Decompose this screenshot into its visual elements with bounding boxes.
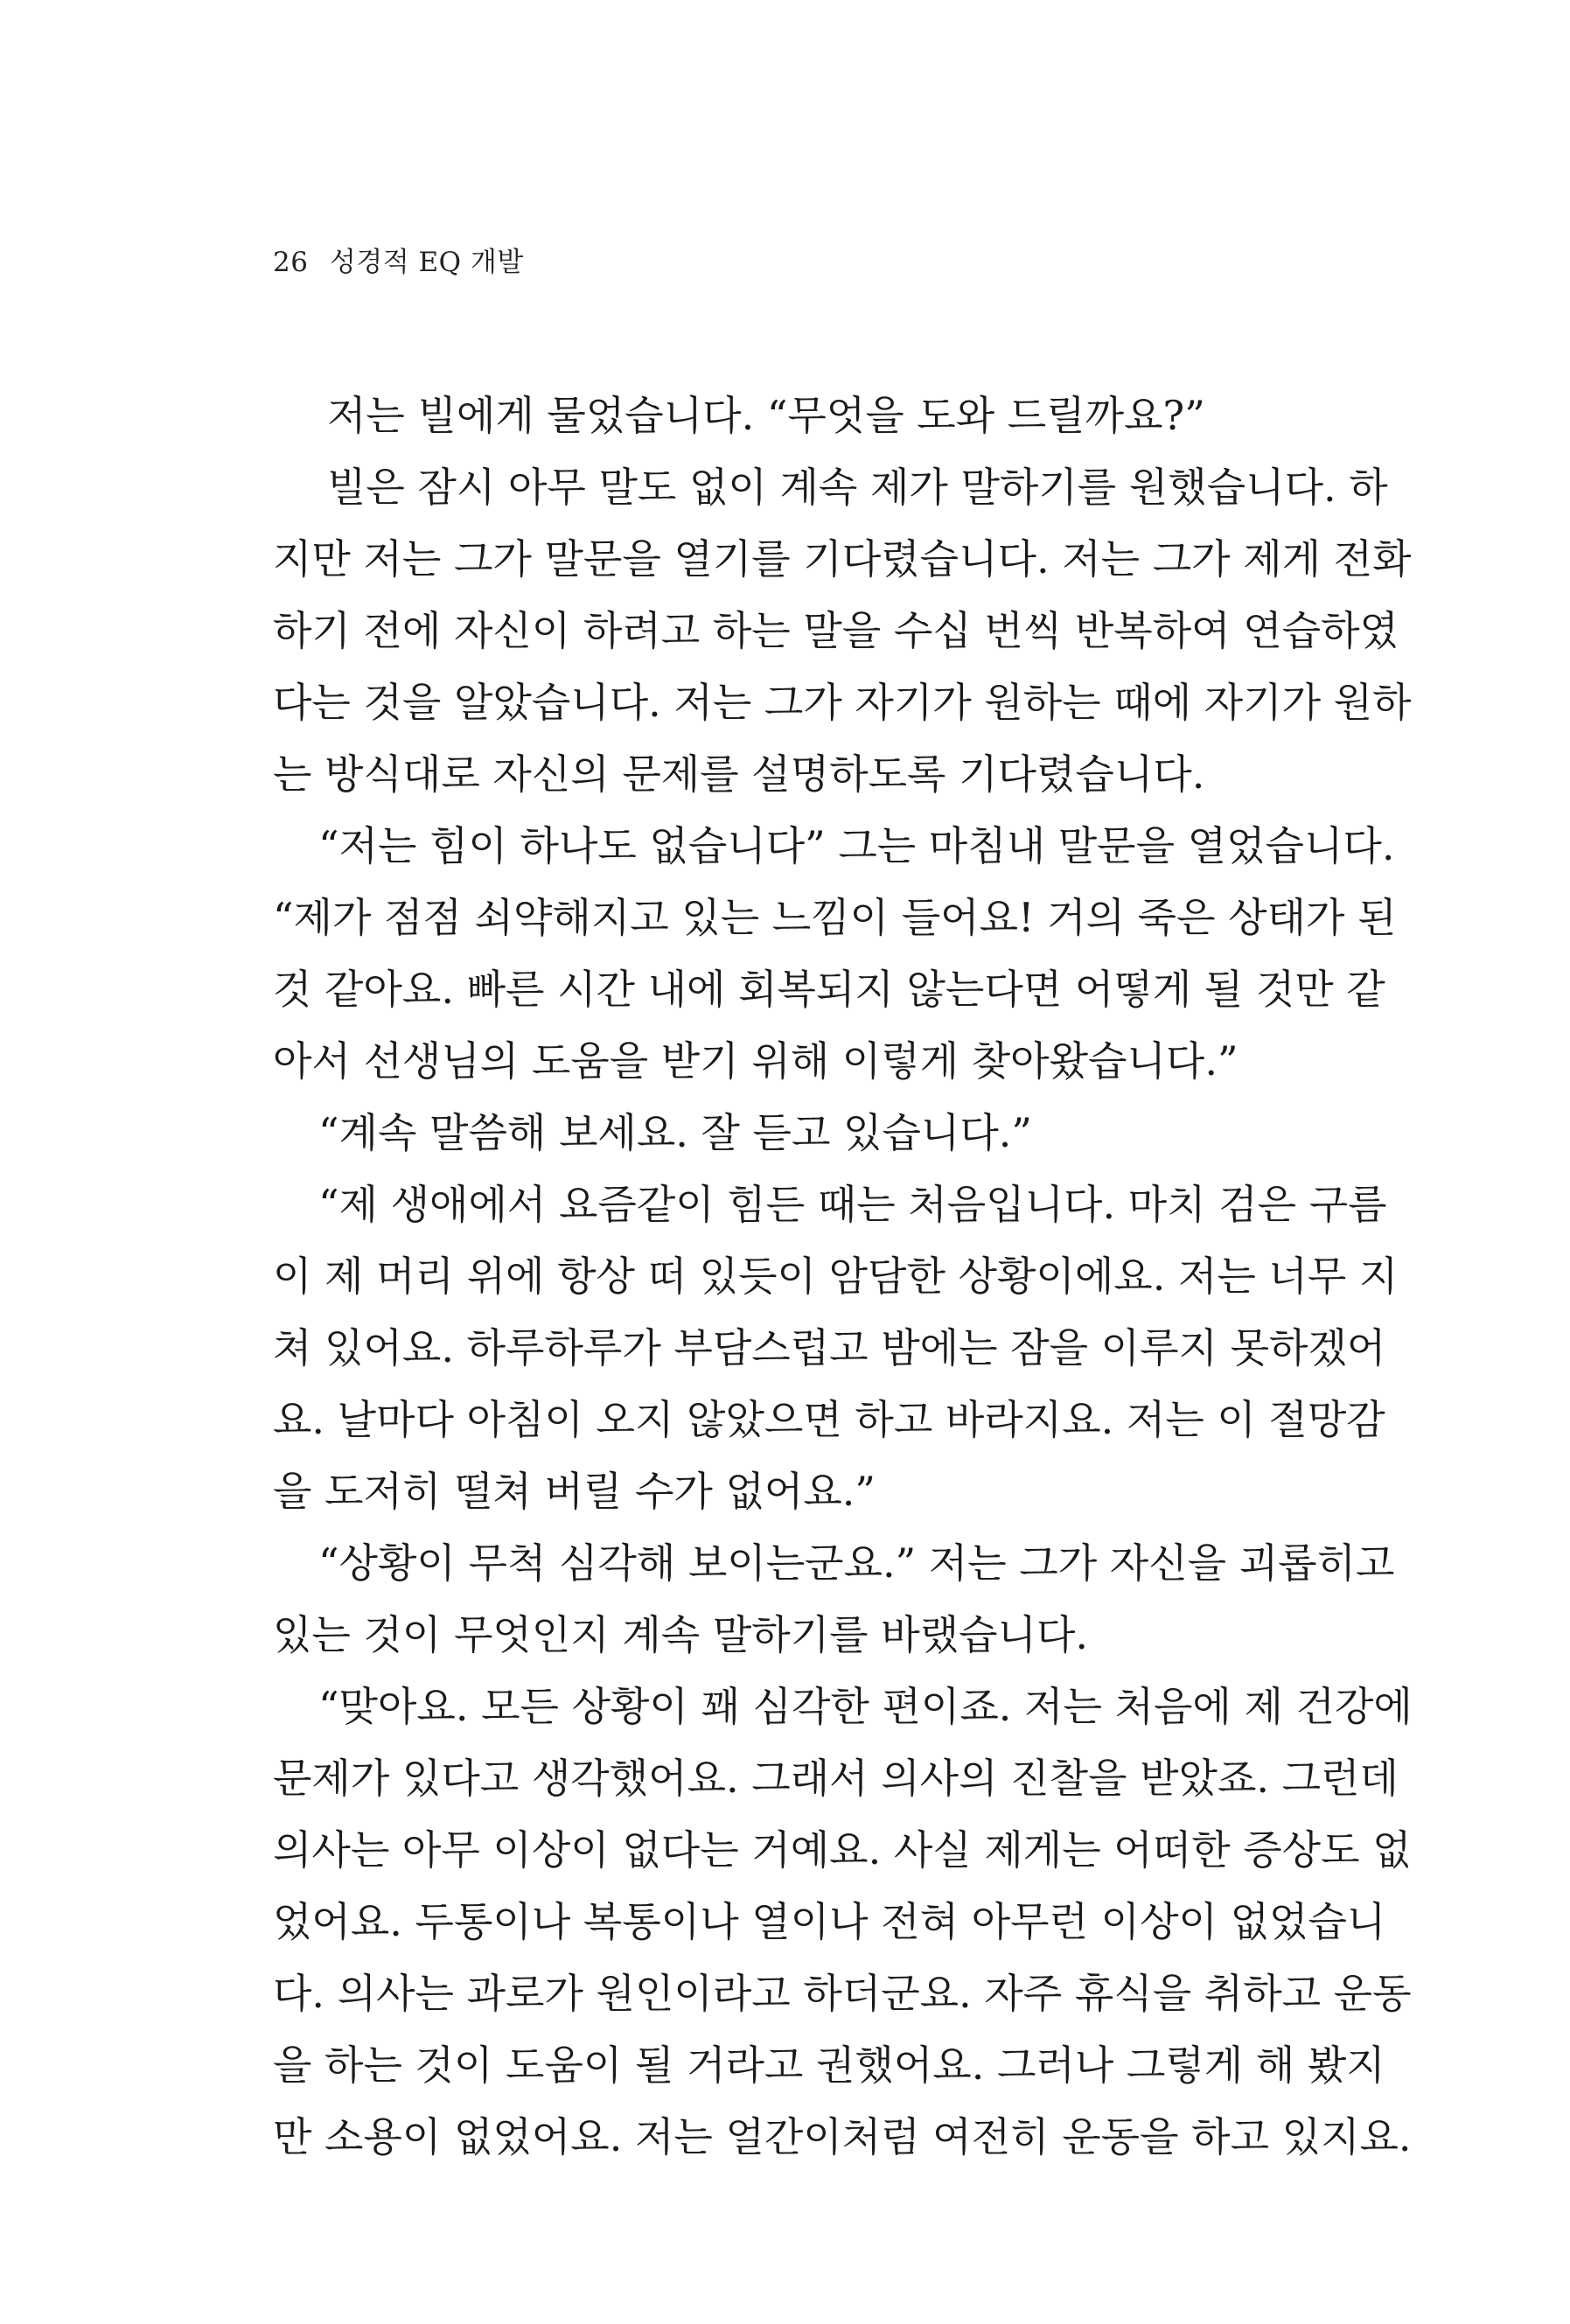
text-line: 을 도저히 떨쳐 버릴 수가 없어요.” <box>273 1468 876 1515</box>
text-line: 을 하는 것이 도움이 될 거라고 권했어요. 그러나 그렇게 해 봤지 <box>273 2041 1385 2089</box>
text-line: 만 소용이 없었어요. 저는 얼간이처럼 여전히 운동을 하고 있지요. <box>273 2113 1412 2160</box>
text-line: 문제가 있다고 생각했어요. 그래서 의사의 진찰을 받았죠. 그런데 <box>273 1755 1399 1802</box>
text-line: “계속 말씀해 보세요. 잘 듣고 있습니다.” <box>318 1109 1032 1156</box>
text-line: 이 제 머리 위에 항상 떠 있듯이 암담한 상황이에요. 저는 너무 지 <box>273 1253 1399 1300</box>
text-line: 있는 것이 무엇인지 계속 말하기를 바랬습니다. <box>273 1611 1089 1658</box>
text-line: 의사는 아무 이상이 없다는 거예요. 사실 제게는 어떠한 증상도 없 <box>273 1826 1412 1874</box>
book-title: 성경적 EQ 개발 <box>329 247 524 278</box>
text-line: 는 방식대로 자신의 문제를 설명하도록 기다렸습니다. <box>273 750 1205 798</box>
text-line: “제가 점점 쇠약해지고 있는 느낌이 들어요! 거의 죽은 상태가 된 <box>273 894 1397 941</box>
text-line: 것 같아요. 빠른 시간 내에 회복되지 않는다면 어떻게 될 것만 같 <box>273 966 1385 1013</box>
body-text <box>273 380 1413 2173</box>
text-line: “제 생애에서 요즘같이 힘든 때는 처음입니다. 마치 검은 구름 <box>318 1181 1387 1228</box>
text-line: 저는 빌에게 물었습니다. “무엇을 도와 드릴까요?” <box>327 392 1205 439</box>
text-line: 요. 날마다 아침이 오지 않았으면 하고 바라지요. 저는 이 절망감 <box>273 1396 1385 1443</box>
text-line: “저는 힘이 하나도 없습니다” 그는 마침내 말문을 열었습니다. <box>318 822 1395 869</box>
text-line: 아서 선생님의 도움을 받기 위해 이렇게 찾아왔습니다.” <box>273 1037 1239 1085</box>
page-number: 26 <box>273 247 309 278</box>
text-line: 다. 의사는 과로가 원인이라고 하더군요. 자주 휴식을 취하고 운동 <box>273 1970 1412 2017</box>
text-line: 하기 전에 자신이 하려고 하는 말을 수십 번씩 반복하여 연습하였 <box>273 607 1399 654</box>
text-line: 쳐 있어요. 하루하루가 부담스럽고 밤에는 잠을 이루지 못하겠어 <box>273 1324 1386 1371</box>
text-line: 지만 저는 그가 말문을 열기를 기다렸습니다. 저는 그가 제게 전화 <box>273 535 1412 583</box>
text-line: 었어요. 두통이나 복통이나 열이나 전혀 아무런 이상이 없었습니 <box>273 1898 1386 1945</box>
text-line: 빌은 잠시 아무 말도 없이 계속 제가 말하기를 원했습니다. 하 <box>327 464 1388 511</box>
running-header <box>273 240 524 279</box>
text-line: 다는 것을 알았습니다. 저는 그가 자기가 원하는 때에 자기가 원하 <box>273 679 1412 726</box>
text-line: “상황이 무척 심각해 보이는군요.” 저는 그가 자신을 괴롭히고 <box>318 1539 1395 1587</box>
text-line: “맞아요. 모든 상황이 꽤 심각한 편이죠. 저는 처음에 제 건강에 <box>318 1683 1413 1730</box>
